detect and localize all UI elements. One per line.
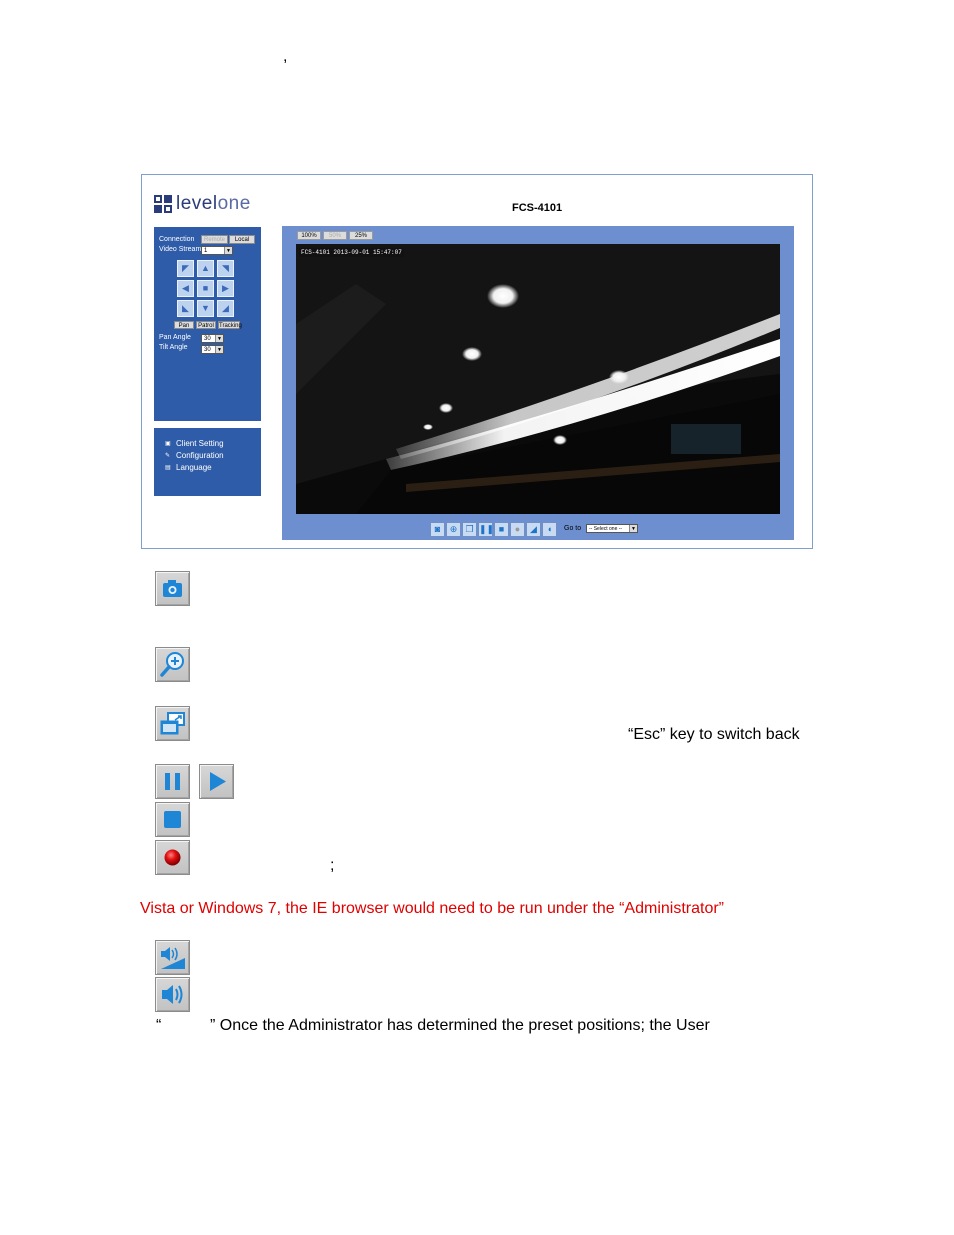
record-button[interactable]: [510, 522, 525, 537]
menu-item-label: Language: [176, 463, 212, 472]
pan-button[interactable]: Pan: [174, 321, 194, 329]
ptz-down-left-button[interactable]: ◣: [177, 300, 194, 317]
tracking-button[interactable]: Tracking: [219, 323, 242, 329]
pause-icon: ❚❚: [479, 524, 495, 534]
language-icon: ▤: [165, 465, 171, 471]
volume-level-icon: [155, 940, 190, 975]
digital-zoom-button[interactable]: [446, 522, 461, 537]
levelone-logo-text: [176, 193, 251, 215]
chevron-down-icon: ▼: [629, 525, 637, 532]
ptz-right-button[interactable]: ▶: [217, 280, 234, 297]
video-stream-select[interactable]: [201, 246, 233, 255]
snapshot-icon: [155, 571, 190, 606]
tilt-angle-select[interactable]: [201, 345, 224, 354]
record-icon: ●: [514, 524, 521, 534]
talk-button[interactable]: [542, 522, 557, 537]
fullscreen-button[interactable]: [462, 522, 477, 537]
zoom-100-button[interactable]: 100%: [297, 231, 321, 240]
record-icon: [155, 840, 190, 875]
tilt-angle-value: 30: [204, 347, 211, 353]
esc-key-text: “Esc” key to switch back: [628, 726, 800, 743]
chevron-down-icon: ▼: [215, 335, 223, 342]
top-mark: ,: [283, 48, 288, 65]
preset-positions-text: ” Once the Administrator has determined the preset positions; the User: [210, 1017, 710, 1034]
model-title: FCS-4101: [512, 202, 563, 214]
snapshot-button[interactable]: [430, 522, 445, 537]
volume-icon: ◢: [530, 524, 537, 534]
tilt-angle-label: Tilt Angle: [159, 344, 188, 351]
logo-word-level: level: [176, 193, 218, 214]
client-setting-icon: ▣: [165, 441, 171, 447]
semicolon-mark: ;: [330, 857, 335, 874]
stop-icon: [155, 802, 190, 837]
ptz-up-left-button[interactable]: ◤: [177, 260, 194, 277]
preset-goto-select[interactable]: [586, 524, 638, 533]
patrol-button[interactable]: Patrol: [196, 321, 216, 329]
ptz-home-button[interactable]: ■: [197, 280, 214, 297]
configuration-icon: ✎: [165, 453, 171, 459]
connection-label: Connection: [159, 236, 195, 243]
pan-angle-label: Pan Angle: [159, 334, 191, 341]
zoom-25-button[interactable]: 25%: [349, 231, 373, 240]
control-panel: [154, 227, 261, 421]
video-stream-value: 1: [204, 248, 208, 254]
pause-button[interactable]: [478, 522, 493, 537]
ceiling-lights-image: [296, 244, 780, 514]
preset-goto-value: -- Select one --: [589, 526, 623, 532]
ptz-up-right-button[interactable]: ◥: [217, 260, 234, 277]
fullscreen-icon: ❐: [465, 524, 474, 534]
video-osd-timestamp: FCS-4101 2013-09-01 15:47:07: [301, 249, 402, 256]
ptz-up-button[interactable]: ▲: [197, 260, 214, 277]
video-stream-label: Video Stream: [159, 246, 202, 253]
pause-icon: [155, 764, 190, 799]
live-video-frame: [296, 244, 780, 514]
video-viewer: [282, 226, 794, 540]
levelone-logo-icon: [154, 195, 172, 213]
menu-item-configuration[interactable]: [165, 451, 224, 460]
pan-angle-select[interactable]: [201, 334, 224, 343]
chevron-down-icon: ▼: [224, 247, 232, 254]
menu-item-label: Configuration: [176, 451, 224, 460]
speaker-icon: [155, 977, 190, 1012]
ptz-down-right-button[interactable]: ◢: [217, 300, 234, 317]
zoom-icon: ⊕: [449, 524, 458, 534]
ptz-down-button[interactable]: ▼: [197, 300, 214, 317]
goto-label: Go to: [564, 525, 582, 532]
fullscreen-icon: [155, 706, 190, 741]
menu-item-client-setting[interactable]: [165, 439, 224, 448]
open-quote-mark: “: [156, 1017, 162, 1034]
stop-icon: ■: [498, 524, 505, 534]
chevron-down-icon: ▼: [215, 346, 223, 353]
stop-button[interactable]: [494, 522, 509, 537]
digital-zoom-icon: [155, 647, 190, 682]
zoom-50-button[interactable]: 50%: [323, 231, 347, 240]
ptz-left-button[interactable]: ◀: [177, 280, 194, 297]
play-icon: [199, 764, 234, 799]
speaker-icon: ◖: [546, 524, 553, 534]
connection-remote-button[interactable]: Remote: [201, 235, 228, 244]
menu-panel: [154, 428, 261, 496]
camera-icon: ◙: [434, 524, 441, 534]
volume-button[interactable]: [526, 522, 541, 537]
administrator-warning-text: Vista or Windows 7, the IE browser would need to be run under the “Administrator”: [140, 900, 724, 917]
connection-local-button[interactable]: Local: [229, 235, 255, 244]
camera-web-ui-screenshot: [141, 174, 813, 549]
menu-item-label: Client Setting: [176, 439, 224, 448]
menu-item-language[interactable]: [165, 463, 212, 472]
pan-angle-value: 30: [204, 336, 211, 342]
ptz-pad: [177, 260, 234, 317]
logo-word-one: one: [217, 193, 251, 214]
